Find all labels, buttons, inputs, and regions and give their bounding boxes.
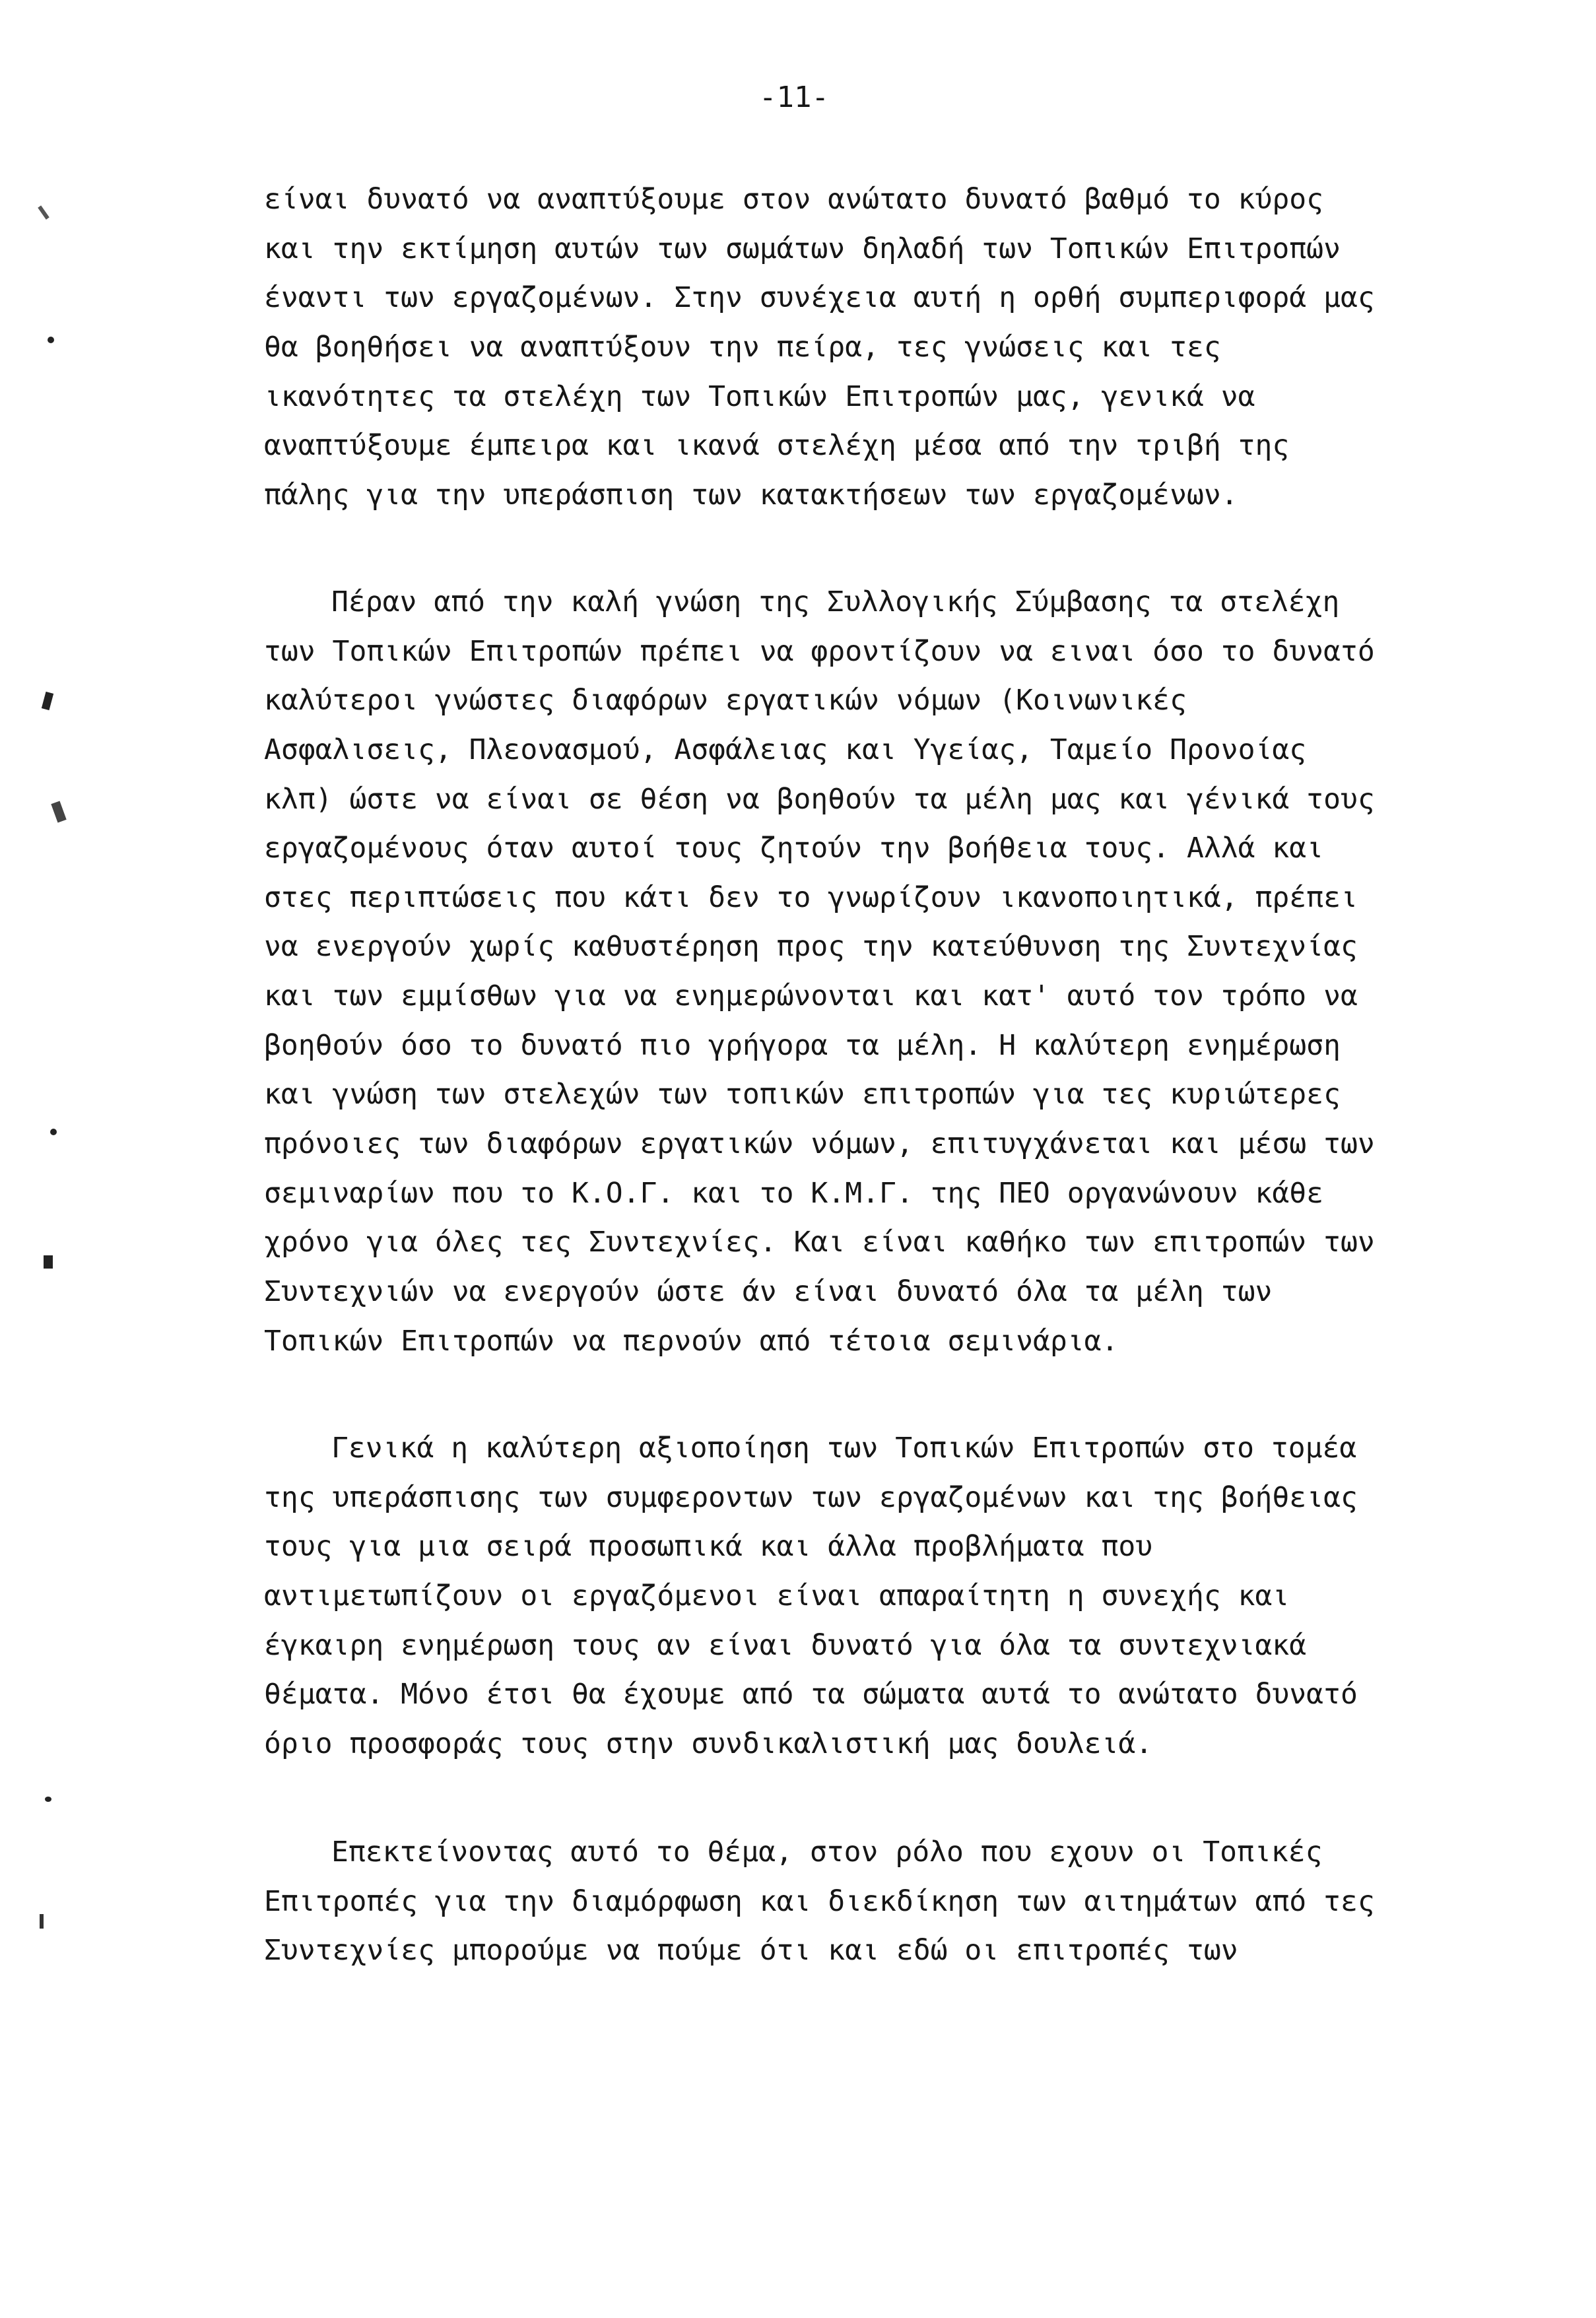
text-line: αναπτύξουμε έμπειρα και ικανά στελέχη μέσα από την τριβή της [264, 429, 1290, 462]
text-line: είναι δυνατό να αναπτύξουμε στον ανώτατο δυνατό βαθμό το κύρος [264, 183, 1324, 216]
text-line: έναντι των εργαζομένων. Στην συνέχεια αυτή η ορθή συμπεριφορά μας [264, 281, 1375, 314]
text-line: τους για μια σειρά προσωπικά και άλλα προβλήματα που [264, 1530, 1153, 1563]
page-number: -11- [759, 81, 829, 114]
text-line: Επεκτείνοντας αυτό το θέμα, στον ρόλο που εχουν οι Τοπικές [331, 1836, 1323, 1869]
text-line: πάλης για την υπεράσπιση των κατακτήσεων των εργαζομένων. [264, 479, 1238, 512]
text-line: θέματα. Μόνο έτσι θα έχουμε από τα σώματα αυτά το ανώτατο δυνατό [264, 1678, 1358, 1711]
text-line: ικανότητες τα στελέχη των Τοπικών Επιτροπών μας, γενικά να [264, 380, 1255, 413]
scan-speck [40, 1914, 44, 1929]
text-line: και την εκτίμηση αυτών των σωμάτων δηλαδή των Τοπικών Επιτροπών [264, 232, 1341, 265]
scan-speck [51, 801, 66, 823]
text-line: έγκαιρη ενημέρωση τους αν είναι δυνατό για όλα τα συντεχνιακά [264, 1629, 1307, 1662]
text-line: να ενεργούν χωρίς καθυστέρηση προς την κατεύθυνση της Συντεχνίας [264, 930, 1358, 963]
text-line: όριο προσφοράς τους στην συνδικαλιστική μας δουλειά. [264, 1727, 1153, 1760]
text-line: Πέραν από την καλή γνώση της Συλλογικής Σύμβασης τα στελέχη [331, 585, 1340, 618]
text-line: Γενικά η καλύτερη αξιοποίηση των Τοπικών Επιτροπών στο τομέα [331, 1432, 1357, 1465]
text-line: και γνώση των στελεχών των τοπικών επιτροπών για τες κυριώτερες [264, 1078, 1341, 1111]
text-line: των Τοπικών Επιτροπών πρέπει να φροντίζουν να ειναι όσο το δυνατό [264, 635, 1375, 668]
scan-speck [42, 692, 53, 710]
text-line: βοηθούν όσο το δυνατό πιο γρήγορα τα μέλη. Η καλύτερη ενημέρωση [264, 1029, 1341, 1062]
text-line: σεμιναρίων που το Κ.Ο.Γ. και το Κ.Μ.Γ. της ΠΕΟ οργανώνουν κάθε [264, 1177, 1324, 1210]
scan-speck [44, 1255, 53, 1269]
scan-speck [38, 205, 50, 219]
text-line: θα βοηθήσει να αναπτύξουν την πείρα, τες γνώσεις και τες [264, 331, 1221, 364]
text-line: Επιτροπές για την διαμόρφωση και διεκδίκηση των αιτημάτων από τες [264, 1885, 1375, 1918]
text-line: Τοπικών Επιτροπών να περνούν από τέτοια σεμινάρια. [264, 1325, 1119, 1358]
scan-speck [45, 1797, 51, 1802]
text-line: Συντεχνιών να ενεργούν ώστε άν είναι δυνατό όλα τα μέλη των [264, 1275, 1273, 1308]
text-line: αντιμετωπίζουν οι εργαζόμενοι είναι απαραίτητη η συνεχής και [264, 1579, 1290, 1612]
text-line: και των εμμίσθων για να ενημερώνονται και κατ' αυτό τον τρόπο να [264, 979, 1358, 1012]
scan-speck [48, 337, 54, 343]
text-line: κλπ) ώστε να είναι σε θέση να βοηθούν τα μέλη μας και γένικά τους [264, 783, 1375, 816]
text-line: εργαζομένους όταν αυτοί τους ζητούν την βοήθεια τους. Αλλά και [264, 832, 1324, 865]
text-line: Ασφαλισεις, Πλεονασμού, Ασφάλειας και Υγείας, Ταμείο Προνοίας [264, 733, 1307, 766]
text-line: καλύτεροι γνώστες διαφόρων εργατικών νόμων (Κοινωνικές [264, 684, 1187, 717]
text-line: Συντεχνίες μπορούμε να πούμε ότι και εδώ οι επιτροπές των [264, 1934, 1238, 1967]
scan-speck [50, 1129, 57, 1135]
text-line: πρόνοιες των διαφόρων εργατικών νόμων, επιτυγχάνεται και μέσω των [264, 1127, 1375, 1160]
text-line: χρόνο για όλες τες Συντεχνίες. Και είναι καθήκο των επιτροπών των [264, 1226, 1375, 1259]
text-line: στες περιπτώσεις που κάτι δεν το γνωρίζουν ικανοποιητικά, πρέπει [264, 881, 1358, 914]
text-line: της υπεράσπισης των συμφεροντων των εργαζομένων και της βοήθειας [264, 1481, 1358, 1514]
